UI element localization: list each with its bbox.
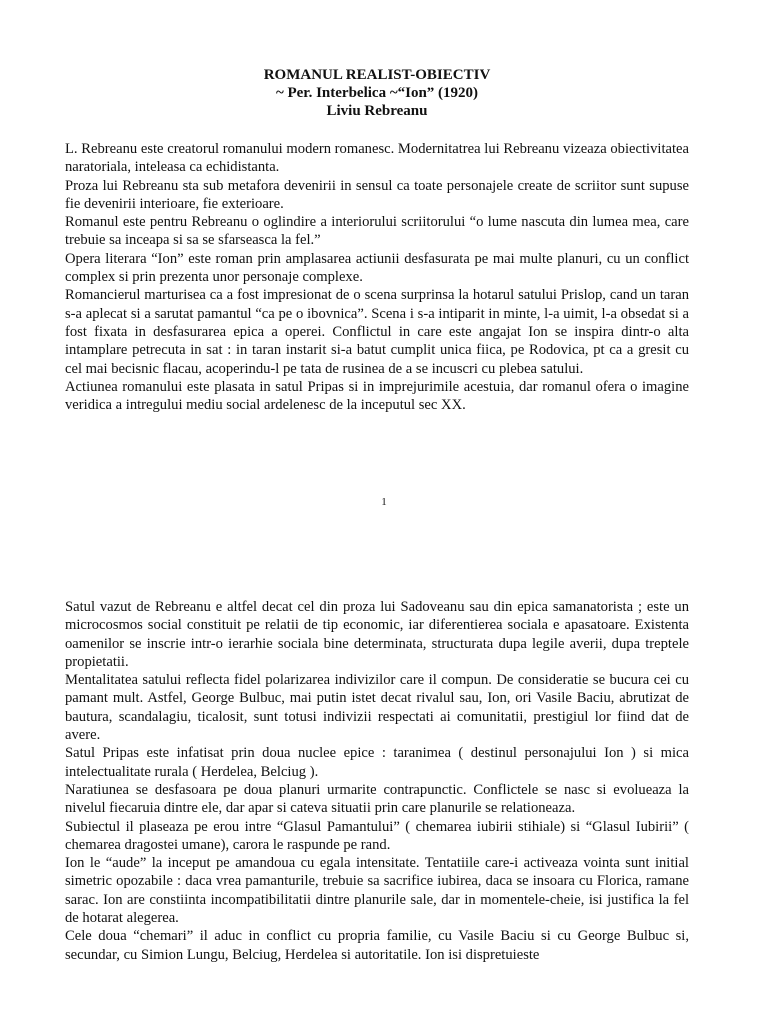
paragraph: Opera literara “Ion” este roman prin amplasarea actiunii desfasurata pe mai multe planuri, cu un conflict complex si prin prezenta unor personaje complexe.	[65, 250, 689, 286]
paragraph: Cele doua “chemari” il aduc in conflict cu propria familie, cu Vasile Baciu si cu George Bulbuc si, secundar, cu Simion Lungu, Belciug, Herdelea si autoritatile. Ion isi dispretuieste	[65, 928, 689, 963]
paragraph: L. Rebreanu este creatorul romanului modern romanesc. Modernitatrea lui Rebreanu vizeaza obiectivitatea naratoriala, inteleasa ca echidistanta.	[65, 141, 689, 176]
paragraph: Romanul este pentru Rebreanu o oglindire a interiorului scriitorului “o lume nascuta din lumea mea, care trebuie sa inceapa si sa se sfarseasca la fel.”	[65, 214, 689, 249]
paragraph: Romancierul marturisea ca a fost impresionat de o scena surprinsa la hotarul satului Prislop, cand un taran s-a aplecat si a sarutat pamantul “ca pe o ibovnica”. Scena i s-a intiparit in minte, l-a uimit, l-a obsedat si a fost fixata in desfasurarea epica a operei. Conflictul in care este angajat Ion se inspira dintr-o alta intamplare petrecuta in sat : in taran instarit si-a batut cumplit unica fiica, pe Rodovica, pt ca a gresit cu cel mai becisnic flacau, acoperindu-l pe tata de rusinea de a se incuscri cu plebea satului.	[65, 287, 689, 377]
title-block	[65, 66, 689, 120]
paragraph: Actiunea romanului este plasata in satul Pripas si in imprejurimile acestuia, dar romanul ofera o imagine veridica a intregului mediu social ardelenesc de la inceputul sec XX.	[65, 378, 689, 414]
page-1	[65, 66, 689, 414]
paragraph: Mentalitatea satului reflecta fidel polarizarea indivizilor care il compun. De consideratie se bucura cei cu pamant mult. Astfel, George Bulbuc, mai putin istet decat rivalul sau, Ion, ori Vasile Baciu, abrutizat de bautura, scandalagiu, ticalosit, sunt totusi indivizii respectati ai comunitatii, prestigiul lor fiind dat de avere.	[65, 672, 689, 744]
paragraph: Proza lui Rebreanu sta sub metafora devenirii in sensul ca toate personajele create de scriitor sunt supuse fie devenirii interioare, fie exterioare.	[65, 177, 689, 212]
document-author: Liviu Rebreanu	[326, 103, 428, 119]
page-number: 1	[381, 496, 387, 508]
paragraph: Satul Pripas este infatisat prin doua nuclee epice : taranimea ( destinul personajului Ion ) si mica intelectualitate rurala ( Herdelea, Belciug ).	[65, 745, 689, 780]
paragraph: Ion le “aude” la inceput pe amandoua cu egala intensitate. Tentatiile care-i activeaza vointa sunt initial simetric opozabile : daca vrea pamanturile, trebuie sa sacrifice iubirea, daca se insoara cu Florica, ramane sarac. Ion are constiinta incompatibilitatii dintre planurile sale, dar in momentele-cheie, isi justifica la fel de hotarat alegerea.	[65, 855, 689, 927]
paragraph: Naratiunea se desfasoara pe doua planuri urmarite contrapunctic. Conflictele se nasc si evolueaza la nivelul fiecaruia dintre ele, dar apar si cateva situatii prin care planurile se relationeaza.	[65, 781, 689, 817]
paragraph: Satul vazut de Rebreanu e altfel decat cel din proza lui Sadoveanu sau din epica samanatorista ; este un microcosmos social constituit pe relatii de tip economic, iar diferentierea sociala e apasatoare. Existenta oamenilor se inscrie intr-o ierarhie sociala bine determinata, structurata dupa legile averii, dupa treptele propietatii.	[65, 599, 689, 670]
paragraph: Subiectul il plaseaza pe erou intre “Glasul Pamantului” ( chemarea iubirii stihiale) si “Glasul Iubirii” ( chemarea dragostei umane), carora le raspunde pe rand.	[65, 818, 689, 853]
document-title: ROMANUL REALIST-OBIECTIV	[263, 67, 491, 83]
page-2	[65, 598, 689, 964]
document-subtitle: ~ Per. Interbelica ~“Ion” (1920)	[275, 85, 479, 101]
